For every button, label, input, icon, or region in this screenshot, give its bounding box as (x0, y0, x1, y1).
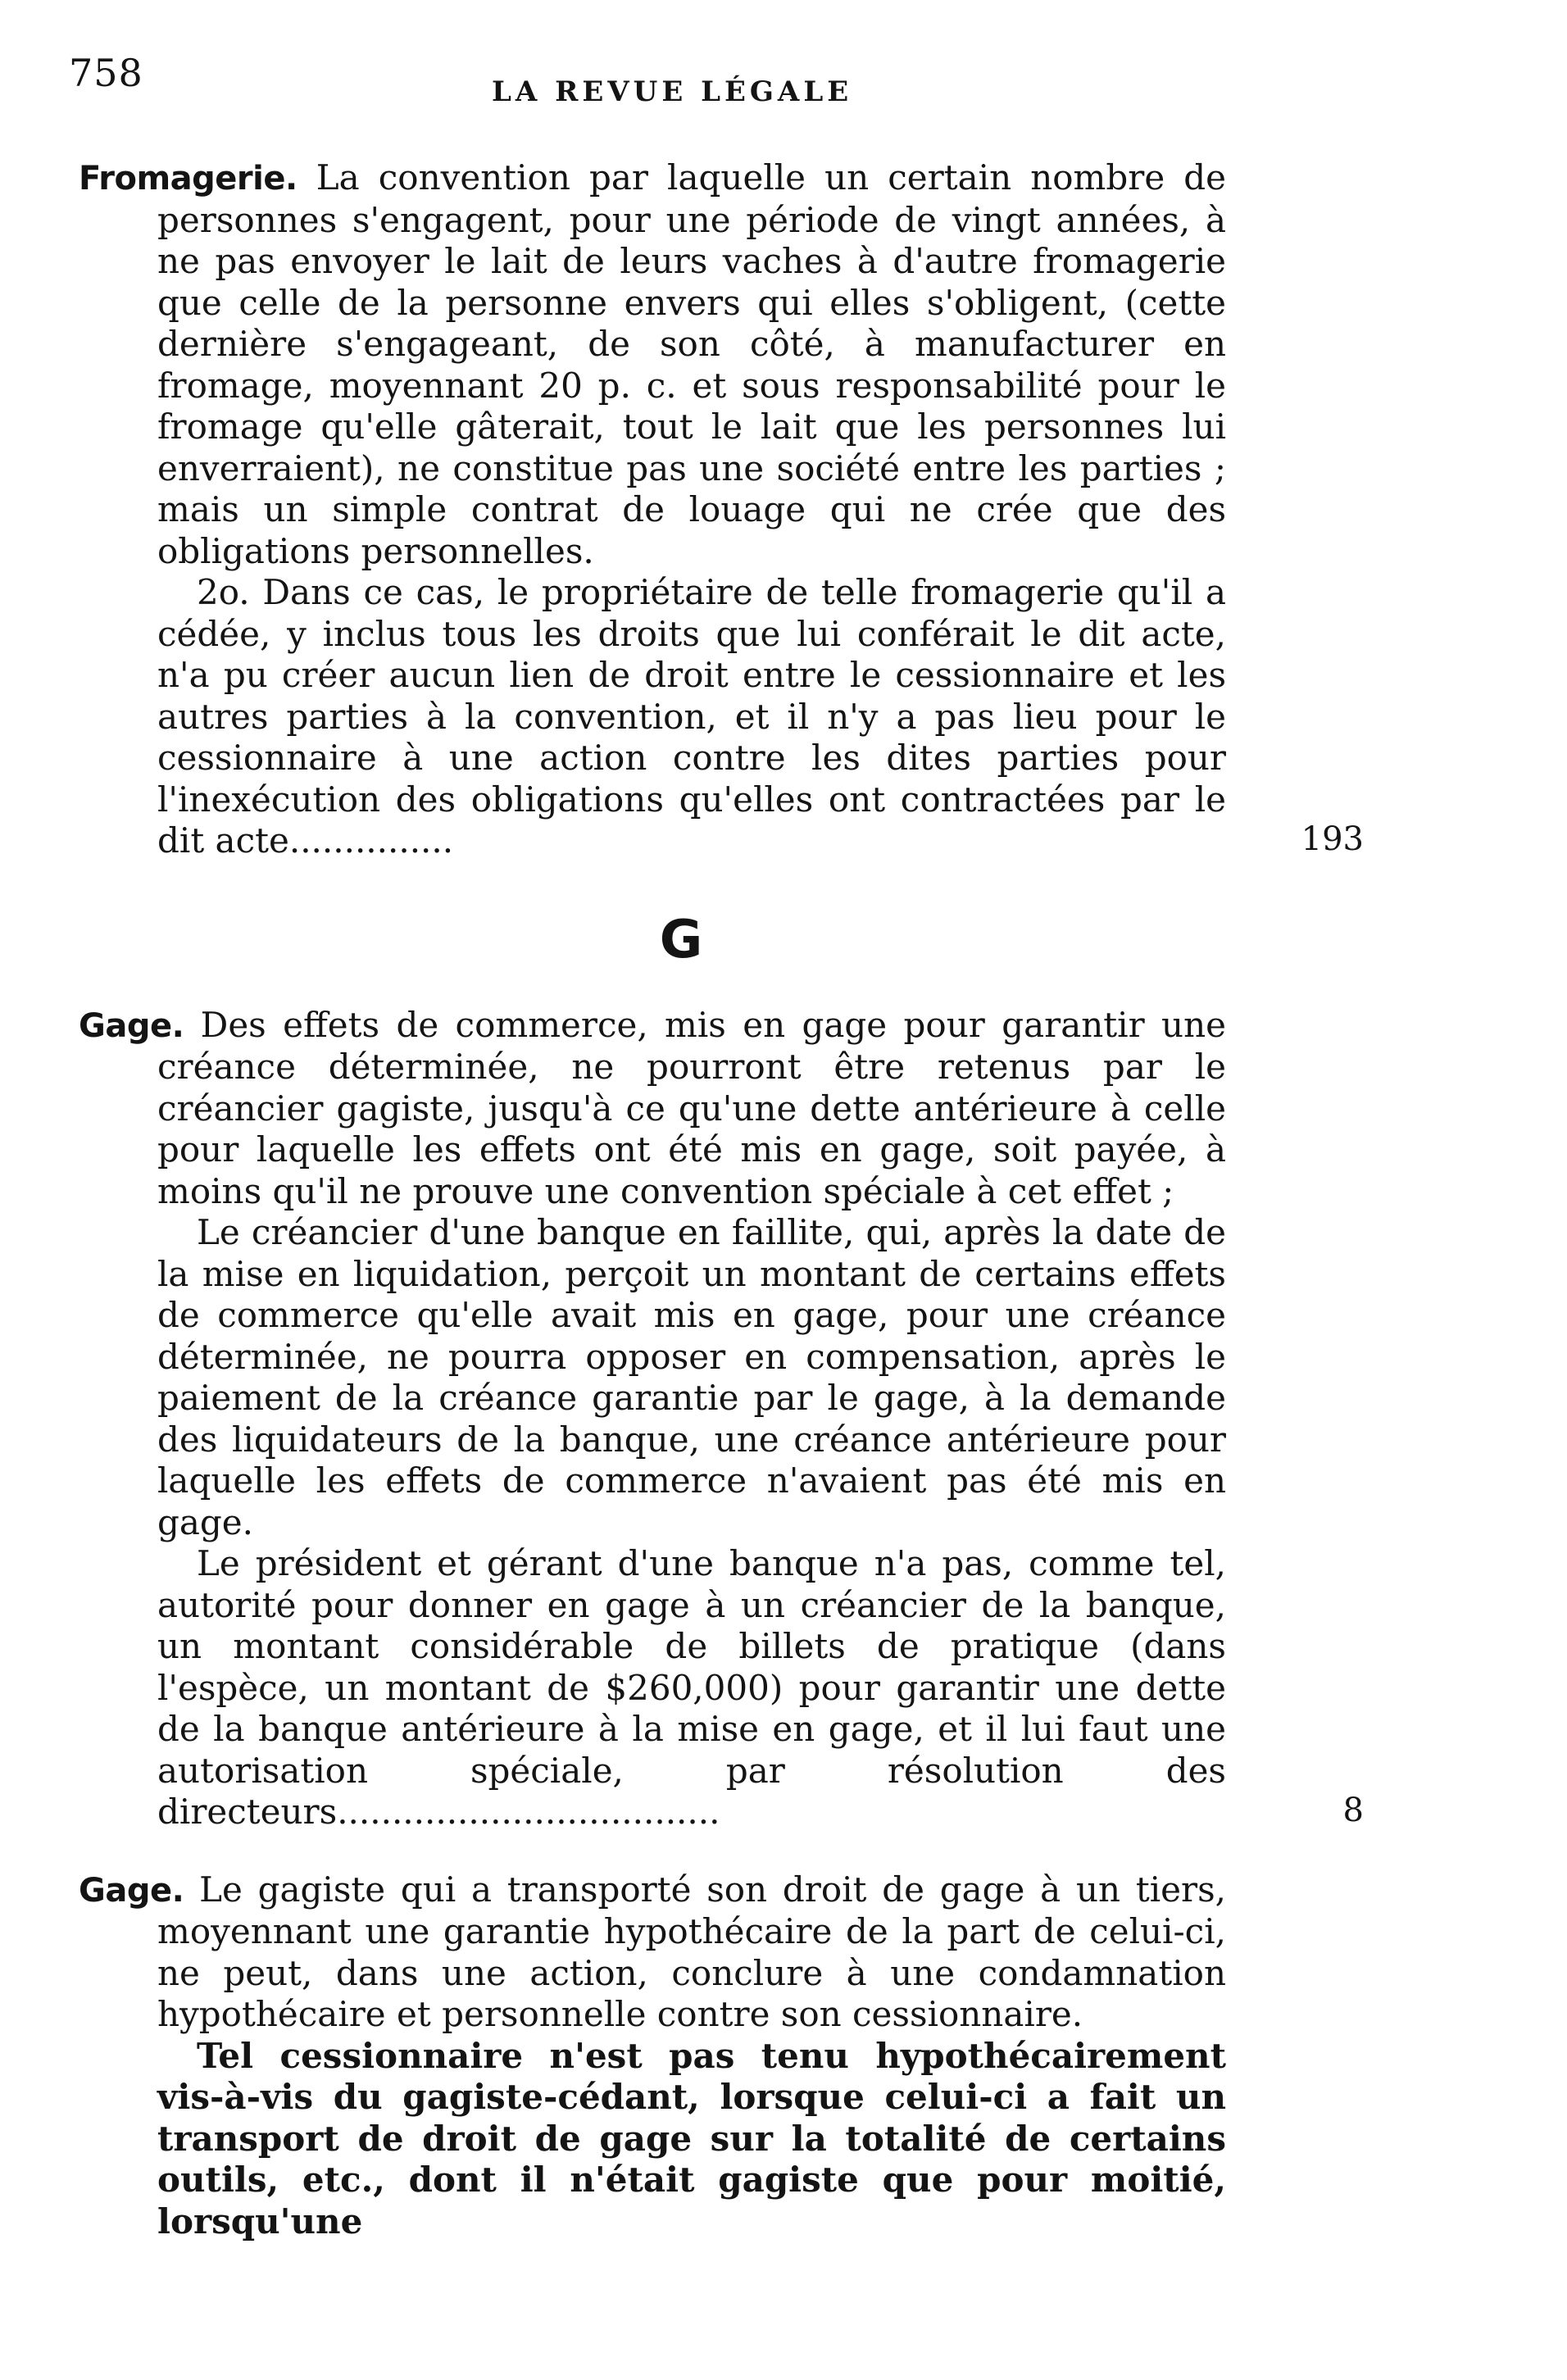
running-head: LA REVUE LÉGALE (492, 75, 853, 108)
entry-paragraph (79, 1869, 1226, 2036)
entry-paragraph (79, 2036, 1226, 2243)
page-number: 758 (69, 51, 143, 95)
paragraph-text: Le président et gérant d'une banque n'a pas, comme tel, autorité pour donner en gage à un créancier de la banque, un montant considérable de billets de pratique (dans l'espèce, un montant de $260,000) pour garantir une dette de la banque antérieure à la mise en gage, et il lui faut une autorisation spéciale, par résolution des directeurs................................... (157, 1543, 1226, 1832)
entry-gage-1 (79, 1004, 1364, 1833)
entry-paragraph (79, 1212, 1226, 1543)
entry-paragraph (79, 157, 1226, 572)
entry-keyword: Fromagerie. (79, 160, 298, 198)
entry-fromagerie (79, 157, 1364, 862)
entry-paragraph (79, 1543, 1226, 1833)
paragraph-text: Le gagiste qui a transporté son droit de gage à un tiers, moyennant une garantie hypothécaire de la part de celui-ci, ne peut, dans une action, conclure à une condamnation hypothécaire et personnelle contre son cessionnaire. (157, 1869, 1226, 2034)
paragraph-text: Des effets de commerce, mis en gage pour garantir une créance déterminée, ne pourront être retenus par le créancier gagiste, jusqu'à ce qu'une dette antérieure à celle pour laquelle les effets ont été mis en gage, soit payée, à moins qu'il ne prouve une convention spéciale à cet effet ; (157, 1004, 1226, 1211)
section-letter: G (659, 909, 703, 970)
entry-keyword: Gage. (79, 1006, 184, 1045)
paragraph-text: 2o. Dans ce cas, le propriétaire de telle fromagerie qu'il a cédée, y inclus tous les droits que lui conférait le dit acte, n'a pu créer aucun lien de droit entre le cessionnaire et les autres parties à la convention, et il n'y a pas lieu pour le cessionnaire à une action contre les dites parties pour l'inexécution des obligations qu'elles ont contractées par le dit acte............... (157, 572, 1226, 861)
entry-paragraph (79, 1005, 1226, 1213)
entry-paragraph (79, 572, 1226, 862)
paragraph-text: Le créancier d'une banque en faillite, qui, après la date de la mise en liquidation, perçoit un montant de certains effets de commerce qu'elle avait mis en gage, pour une créance déterminée, ne pourra opposer en compensation, après le paiement de la créance garantie par le gage, à la demande des liquidateurs de la banque, une créance antérieure pour laquelle les effets de commerce n'avaient pas été mis en gage. (157, 1212, 1226, 1542)
page-reference: 8 (1342, 1792, 1364, 1829)
page-reference: 193 (1301, 820, 1364, 858)
paragraph-text: La convention par laquelle un certain nombre de personnes s'engagent, pour une période de vingt années, à ne pas envoyer le lait de leurs vaches à d'autre fromagerie que celle de la personne envers qui elles s'obligent, (cette dernière s'engageant, de son côté, à manufacturer en fromage, moyennant 20 p. c. et sous responsabilité pour le fromage qu'elle gâterait, tout le lait que les personnes lui enverraient), ne constitue pas une société entre les parties ; mais un simple contrat de louage qui ne crée que des obligations personnelles. (157, 157, 1226, 571)
entry-gage-2 (79, 1869, 1226, 2243)
paragraph-text: Tel cessionnaire n'est pas tenu hypothécairement vis-à-vis du gagiste-cédant, lorsque celui-ci a fait un transport de droit de gage sur la totalité de certains outils, etc., dont il n'était gagiste que pour moitié, lorsqu'une (157, 2035, 1226, 2241)
page-content (79, 157, 1364, 2242)
entry-keyword: Gage. (79, 1871, 184, 1910)
